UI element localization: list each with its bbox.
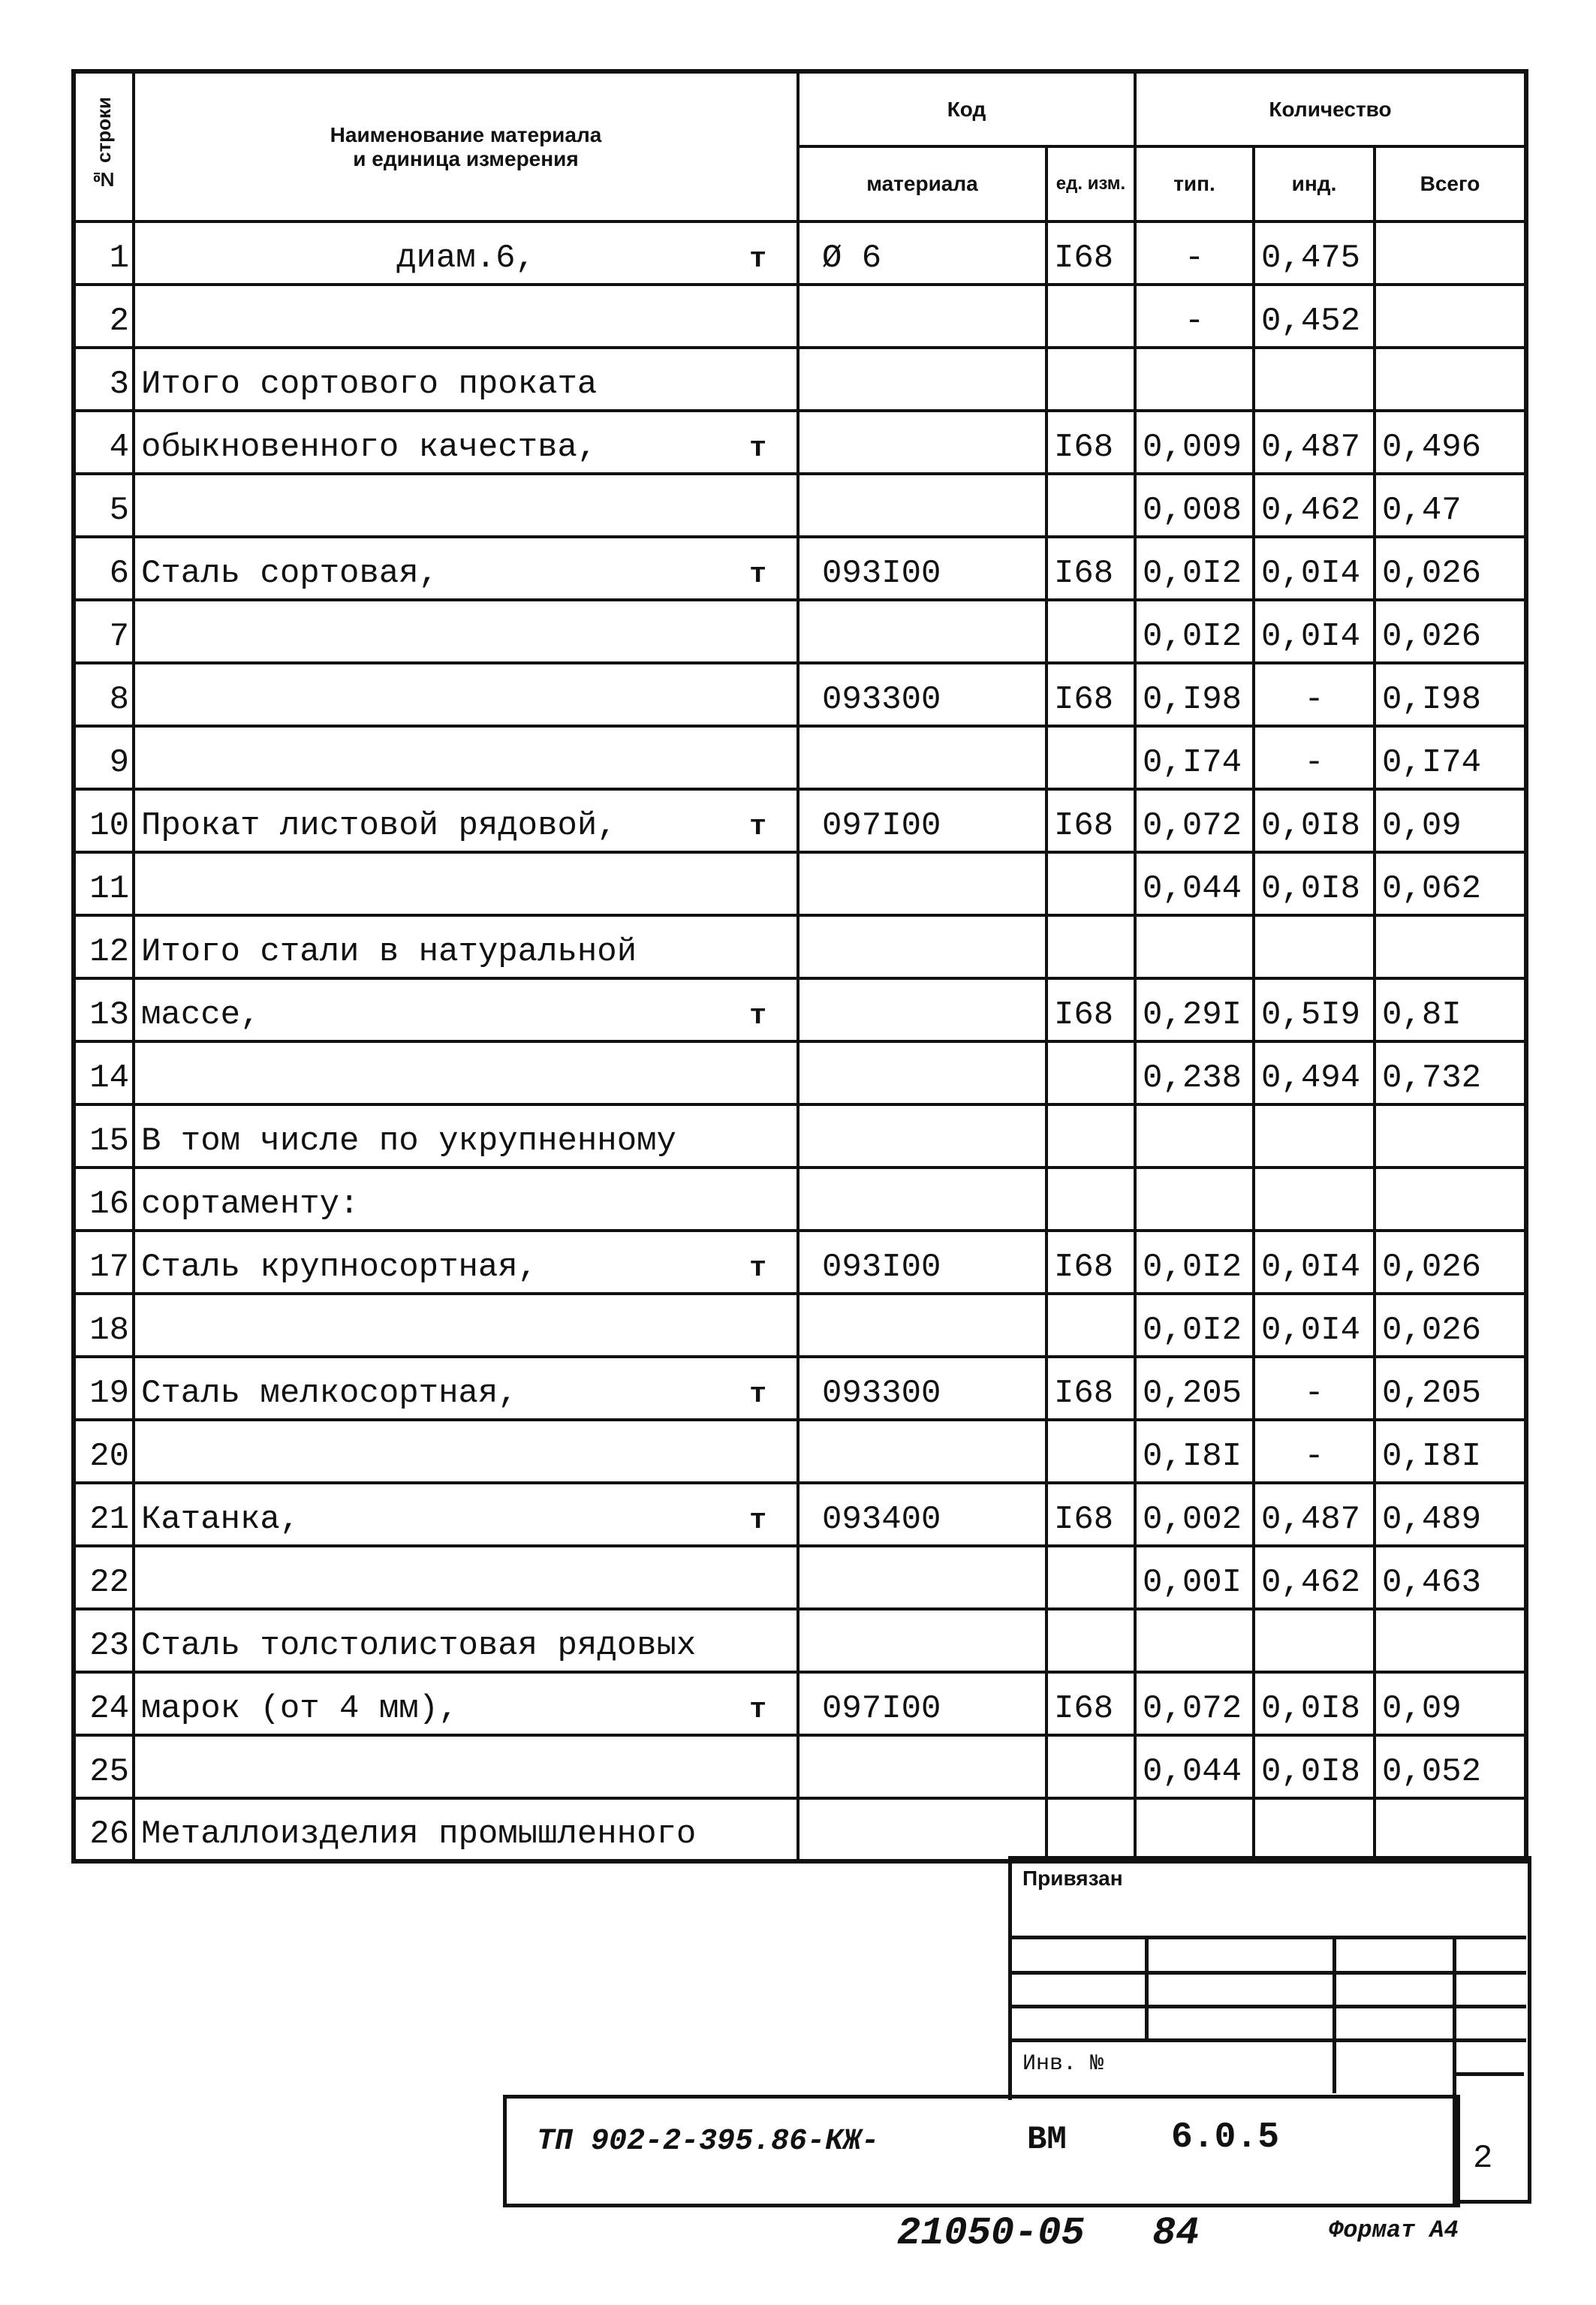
table-row — [74, 1231, 1526, 1294]
cell-unit: I68 — [1046, 1231, 1135, 1294]
cell-ind: 0,0I4 — [1254, 537, 1375, 600]
row-number: 20 — [74, 1420, 134, 1483]
table-row — [74, 411, 1526, 474]
cell-code: 093300 — [798, 663, 1046, 726]
row-number: 8 — [74, 663, 134, 726]
row-number: 24 — [74, 1672, 134, 1735]
table-row — [74, 1104, 1526, 1168]
document-code: ТП 902-2-395.86-КЖ- — [537, 2125, 880, 2159]
cell-code — [798, 852, 1046, 915]
unit-mark: т — [749, 1505, 766, 1537]
material-name-text: Итого сортового проката — [141, 366, 598, 403]
cell-typ — [1135, 1168, 1254, 1231]
material-name — [134, 285, 798, 348]
cell-total: 0,463 — [1375, 1546, 1526, 1609]
material-name — [134, 537, 798, 600]
material-name — [134, 978, 798, 1041]
row-number: 10 — [74, 789, 134, 852]
cell-ind: 0,462 — [1254, 474, 1375, 537]
table-row — [74, 1294, 1526, 1357]
cell-typ: 0,002 — [1135, 1483, 1254, 1546]
material-name — [134, 1798, 798, 1861]
cell-total: 0,205 — [1375, 1357, 1526, 1420]
cell-code: 093I00 — [798, 537, 1046, 600]
cell-total — [1375, 1168, 1526, 1231]
cell-unit — [1046, 1798, 1135, 1861]
material-name — [134, 474, 798, 537]
row-number: 4 — [74, 411, 134, 474]
table-row — [74, 726, 1526, 789]
material-name — [134, 411, 798, 474]
cell-total — [1375, 285, 1526, 348]
material-name — [134, 726, 798, 789]
table-row — [74, 600, 1526, 663]
cell-typ: 0,29I — [1135, 978, 1254, 1041]
cell-code — [798, 1546, 1046, 1609]
cell-typ: 0,00I — [1135, 1546, 1254, 1609]
material-name-text: диам.6, — [396, 240, 535, 277]
row-number: 7 — [74, 600, 134, 663]
cell-total: 0,47 — [1375, 474, 1526, 537]
cell-unit: I68 — [1046, 663, 1135, 726]
material-name-text: обыкновенного качества, — [141, 429, 598, 466]
cell-unit — [1046, 1294, 1135, 1357]
material-name-text: Прокат листовой рядовой, — [141, 807, 617, 845]
cell-code — [798, 1041, 1046, 1104]
material-name — [134, 1231, 798, 1294]
cell-unit — [1046, 1104, 1135, 1168]
cell-typ: 0,205 — [1135, 1357, 1254, 1420]
cell-unit — [1046, 348, 1135, 411]
cell-ind — [1254, 1798, 1375, 1861]
material-name-text: массе, — [141, 996, 260, 1034]
inventory-label: Инв. № — [1022, 2051, 1104, 2077]
cell-total: 0,052 — [1375, 1735, 1526, 1798]
table-row — [74, 221, 1526, 285]
row-number: 19 — [74, 1357, 134, 1420]
cell-unit — [1046, 726, 1135, 789]
material-name — [134, 1609, 798, 1672]
table-row — [74, 348, 1526, 411]
section-number: 6.0.5 — [1171, 2117, 1280, 2158]
table-row — [74, 285, 1526, 348]
cell-typ: 0,0I2 — [1135, 1231, 1254, 1294]
cell-total — [1375, 1798, 1526, 1861]
cell-code — [798, 1168, 1046, 1231]
unit-mark: т — [749, 1000, 766, 1032]
cell-typ: 0,044 — [1135, 852, 1254, 915]
cell-code — [798, 1420, 1046, 1483]
table-row — [74, 915, 1526, 978]
cell-code — [798, 1798, 1046, 1861]
row-number: 15 — [74, 1104, 134, 1168]
unit-mark: т — [749, 243, 766, 276]
cell-unit: I68 — [1046, 411, 1135, 474]
row-number: 9 — [74, 726, 134, 789]
material-name-text: В том числе по укрупненному — [141, 1122, 676, 1160]
material-name-text: марок (от 4 мм), — [141, 1690, 459, 1728]
row-number: 18 — [74, 1294, 134, 1357]
cell-typ — [1135, 348, 1254, 411]
cell-code — [798, 915, 1046, 978]
row-number: 1 — [74, 221, 134, 285]
cell-unit — [1046, 852, 1135, 915]
unit-mark: т — [749, 1252, 766, 1285]
cell-unit — [1046, 1168, 1135, 1231]
cell-code — [798, 1294, 1046, 1357]
cell-ind — [1254, 1104, 1375, 1168]
row-number: 23 — [74, 1609, 134, 1672]
table-row — [74, 1546, 1526, 1609]
code-header: Код — [798, 71, 1135, 146]
cell-code — [798, 348, 1046, 411]
cell-unit — [1046, 285, 1135, 348]
cell-total — [1375, 915, 1526, 978]
cell-total: 0,I74 — [1375, 726, 1526, 789]
row-number: 12 — [74, 915, 134, 978]
cell-typ: 0,I8I — [1135, 1420, 1254, 1483]
cell-unit — [1046, 1546, 1135, 1609]
cell-typ: 0,072 — [1135, 789, 1254, 852]
row-number: 25 — [74, 1735, 134, 1798]
material-name-text: Металлоизделия промышленного — [141, 1815, 697, 1853]
row-number: 22 — [74, 1546, 134, 1609]
cell-code: Ø 6 — [798, 221, 1046, 285]
material-name — [134, 1168, 798, 1231]
quantity-header: Количество — [1135, 71, 1526, 146]
cell-typ: 0,0I2 — [1135, 537, 1254, 600]
cell-total: 0,062 — [1375, 852, 1526, 915]
materials-table — [71, 69, 1528, 1864]
page-number: 84 — [1152, 2211, 1200, 2255]
table-row — [74, 663, 1526, 726]
cell-unit: I68 — [1046, 1672, 1135, 1735]
cell-code — [798, 1735, 1046, 1798]
material-name-header: Наименование материала и единица измерения — [134, 71, 798, 221]
cell-typ: - — [1135, 285, 1254, 348]
material-name — [134, 1735, 798, 1798]
cell-typ: 0,238 — [1135, 1041, 1254, 1104]
cell-code — [798, 411, 1046, 474]
cell-ind: 0,0I4 — [1254, 1294, 1375, 1357]
unit-mark: т — [749, 1694, 766, 1726]
cell-code — [798, 600, 1046, 663]
cell-typ: 0,044 — [1135, 1735, 1254, 1798]
material-name-text: Сталь сортовая, — [141, 555, 439, 592]
material-name — [134, 852, 798, 915]
row-number: 2 — [74, 285, 134, 348]
material-name — [134, 600, 798, 663]
unit-mark: т — [749, 559, 766, 591]
cell-ind — [1254, 1168, 1375, 1231]
cell-typ — [1135, 1798, 1254, 1861]
material-name-text: Катанка, — [141, 1501, 300, 1538]
sheet-number: 2 — [1473, 2140, 1493, 2177]
table-row — [74, 1168, 1526, 1231]
table-row — [74, 1672, 1526, 1735]
cell-code: 093I00 — [798, 1231, 1046, 1294]
format-label: Формат А4 — [1329, 2216, 1459, 2244]
cell-code: 093300 — [798, 1357, 1046, 1420]
cell-code — [798, 1609, 1046, 1672]
cell-typ — [1135, 915, 1254, 978]
cell-ind: - — [1254, 663, 1375, 726]
row-number-header: № строки — [74, 71, 134, 221]
cell-unit: I68 — [1046, 978, 1135, 1041]
cell-unit: I68 — [1046, 1483, 1135, 1546]
cell-total — [1375, 221, 1526, 285]
cell-ind: - — [1254, 726, 1375, 789]
cell-total: 0,732 — [1375, 1041, 1526, 1104]
cell-typ: 0,0I2 — [1135, 600, 1254, 663]
cell-ind: 0,475 — [1254, 221, 1375, 285]
material-code-header: материала — [798, 146, 1046, 221]
table-row — [74, 1357, 1526, 1420]
vm-label: ВМ — [1027, 2121, 1067, 2159]
material-name-text: сортаменту: — [141, 1186, 360, 1223]
material-name-text: Сталь толстолистовая рядовых — [141, 1627, 697, 1665]
cell-ind: 0,452 — [1254, 285, 1375, 348]
material-name — [134, 789, 798, 852]
row-number: 13 — [74, 978, 134, 1041]
material-name — [134, 915, 798, 978]
cell-unit — [1046, 474, 1135, 537]
row-number: 21 — [74, 1483, 134, 1546]
material-name-text: Итого стали в натуральной — [141, 933, 637, 971]
cell-total: 0,09 — [1375, 789, 1526, 852]
cell-unit — [1046, 600, 1135, 663]
unit-mark: т — [749, 1378, 766, 1411]
row-number: 16 — [74, 1168, 134, 1231]
material-name — [134, 663, 798, 726]
cell-total: 0,I8I — [1375, 1420, 1526, 1483]
row-number: 3 — [74, 348, 134, 411]
cell-ind: 0,0I8 — [1254, 1735, 1375, 1798]
table-row — [74, 1420, 1526, 1483]
cell-ind: 0,487 — [1254, 411, 1375, 474]
cell-code: 097I00 — [798, 789, 1046, 852]
cell-typ: - — [1135, 221, 1254, 285]
material-name — [134, 221, 798, 285]
material-name — [134, 1672, 798, 1735]
table-row — [74, 852, 1526, 915]
row-number: 26 — [74, 1798, 134, 1861]
material-name — [134, 1294, 798, 1357]
cell-unit — [1046, 1609, 1135, 1672]
material-name-text: Сталь крупносортная, — [141, 1249, 538, 1286]
cell-typ — [1135, 1104, 1254, 1168]
typ-header: тип. — [1135, 146, 1254, 221]
row-number: 14 — [74, 1041, 134, 1104]
cell-unit — [1046, 1420, 1135, 1483]
unit-mark: т — [749, 432, 766, 465]
cell-unit — [1046, 1041, 1135, 1104]
cell-code — [798, 1104, 1046, 1168]
cell-ind — [1254, 1609, 1375, 1672]
cell-code: 093400 — [798, 1483, 1046, 1546]
row-number: 11 — [74, 852, 134, 915]
cell-unit — [1046, 915, 1135, 978]
cell-typ — [1135, 1609, 1254, 1672]
material-name — [134, 1104, 798, 1168]
cell-ind: 0,0I4 — [1254, 600, 1375, 663]
cell-ind — [1254, 915, 1375, 978]
unit-header: ед. изм. — [1046, 146, 1135, 221]
cell-code — [798, 978, 1046, 1041]
cell-total — [1375, 348, 1526, 411]
cell-unit: I68 — [1046, 221, 1135, 285]
cell-total: 0,8I — [1375, 978, 1526, 1041]
table-row — [74, 537, 1526, 600]
cell-total: 0,489 — [1375, 1483, 1526, 1546]
cell-total: 0,09 — [1375, 1672, 1526, 1735]
unit-mark: т — [749, 811, 766, 843]
cell-total: 0,I98 — [1375, 663, 1526, 726]
table-row — [74, 978, 1526, 1041]
row-number: 6 — [74, 537, 134, 600]
cell-unit: I68 — [1046, 789, 1135, 852]
cell-typ: 0,009 — [1135, 411, 1254, 474]
cell-total: 0,026 — [1375, 537, 1526, 600]
cell-ind: 0,487 — [1254, 1483, 1375, 1546]
material-name — [134, 1483, 798, 1546]
cell-total: 0,496 — [1375, 411, 1526, 474]
cell-ind: 0,0I8 — [1254, 789, 1375, 852]
cell-ind: 0,494 — [1254, 1041, 1375, 1104]
cell-ind: 0,0I4 — [1254, 1231, 1375, 1294]
material-name — [134, 348, 798, 411]
cell-unit: I68 — [1046, 537, 1135, 600]
table-row — [74, 474, 1526, 537]
table-row — [74, 1041, 1526, 1104]
order-number: 21050-05 — [897, 2211, 1085, 2255]
cell-ind: 0,0I8 — [1254, 852, 1375, 915]
table-row — [74, 1798, 1526, 1861]
material-name — [134, 1041, 798, 1104]
cell-typ: 0,I98 — [1135, 663, 1254, 726]
cell-total: 0,026 — [1375, 1294, 1526, 1357]
cell-total: 0,026 — [1375, 600, 1526, 663]
material-name — [134, 1420, 798, 1483]
cell-ind: 0,5I9 — [1254, 978, 1375, 1041]
cell-unit — [1046, 1735, 1135, 1798]
cell-code — [798, 285, 1046, 348]
cell-ind: 0,0I8 — [1254, 1672, 1375, 1735]
material-name-text: Сталь мелкосортная, — [141, 1375, 518, 1412]
cell-ind — [1254, 348, 1375, 411]
cell-typ: 0,0I2 — [1135, 1294, 1254, 1357]
cell-total — [1375, 1104, 1526, 1168]
row-number: 17 — [74, 1231, 134, 1294]
material-name — [134, 1357, 798, 1420]
cell-code — [798, 474, 1046, 537]
cell-code: 097I00 — [798, 1672, 1046, 1735]
row-number: 5 — [74, 474, 134, 537]
table-row — [74, 1735, 1526, 1798]
cell-total — [1375, 1609, 1526, 1672]
material-name — [134, 1546, 798, 1609]
ind-header: инд. — [1254, 146, 1375, 221]
table-row — [74, 1609, 1526, 1672]
cell-total: 0,026 — [1375, 1231, 1526, 1294]
table-row — [74, 789, 1526, 852]
cell-ind: - — [1254, 1420, 1375, 1483]
cell-typ: 0,I74 — [1135, 726, 1254, 789]
cell-typ: 0,072 — [1135, 1672, 1254, 1735]
cell-code — [798, 726, 1046, 789]
cell-unit: I68 — [1046, 1357, 1135, 1420]
total-header: Всего — [1375, 146, 1526, 221]
linked-label: Привязан — [1022, 1867, 1123, 1890]
cell-ind: 0,462 — [1254, 1546, 1375, 1609]
table-row — [74, 1483, 1526, 1546]
cell-ind: - — [1254, 1357, 1375, 1420]
cell-typ: 0,008 — [1135, 474, 1254, 537]
